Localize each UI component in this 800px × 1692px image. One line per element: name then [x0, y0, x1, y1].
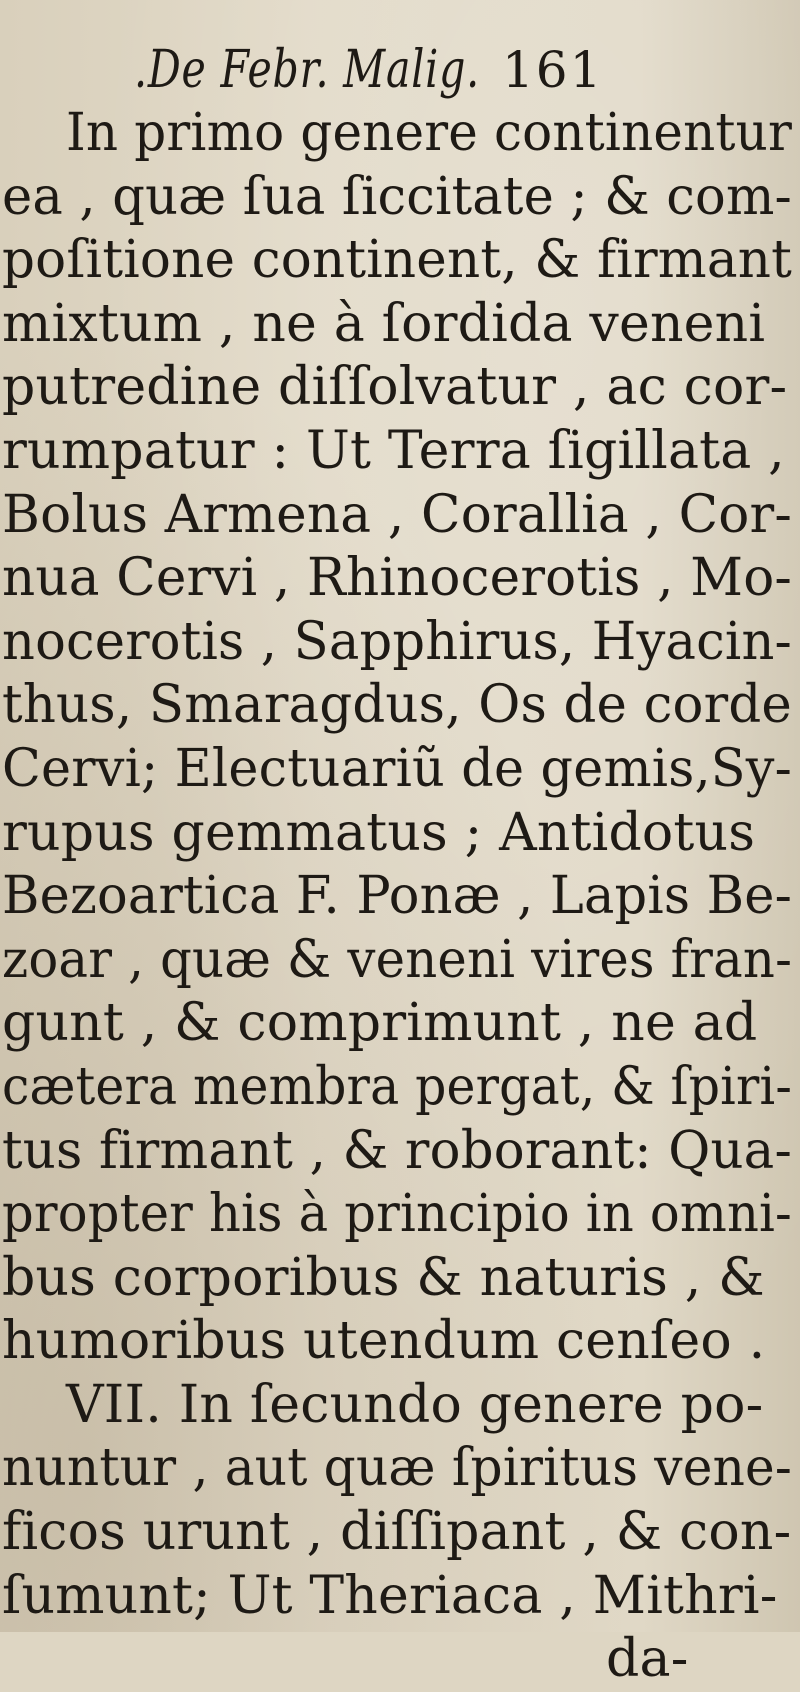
- text-line: Bolus Armena , Corallia , Cor-: [2, 484, 793, 545]
- text-line: ficos urunt , diſſipant , & con-: [2, 1502, 792, 1563]
- text-line: zoar , quæ & veneni vires fran-: [2, 929, 793, 990]
- text-line: VII. In ſecundo genere po-: [66, 1374, 764, 1435]
- body-text: [0, 102, 800, 1692]
- running-title: .De Febr. Malig.: [134, 40, 480, 100]
- text-line: rumpatur : Ut Terra ſigillata ,: [2, 420, 785, 481]
- page-number: 161: [502, 41, 604, 99]
- text-line: Cervi; Electuariũ de gemis,Sy-: [2, 738, 792, 799]
- text-line: propter his à principio in omni-: [2, 1184, 792, 1245]
- text-line: bus corporibus & naturis , &: [2, 1247, 765, 1308]
- text-line: In primo genere continentur: [66, 103, 793, 163]
- text-line: ea , quæ ſua ſiccitate ; & com-: [2, 166, 792, 227]
- catchword: da-: [606, 1629, 689, 1690]
- text-line: nocerotis , Sapphirus, Hyacin-: [2, 611, 792, 672]
- text-line: Bezoartica F. Ponæ , Lapis Be-: [2, 866, 793, 927]
- text-line: gunt , & comprimunt , ne ad: [2, 993, 758, 1054]
- text-line: tus firmant , & roborant: Qua-: [2, 1120, 792, 1181]
- text-line: putredine diſſolvatur , ac cor-: [2, 357, 788, 418]
- text-line: ſumunt; Ut Theriaca , Mithri-: [2, 1565, 778, 1626]
- text-line: nua Cervi , Rhinocerotis , Mo-: [2, 548, 793, 609]
- page-header: [0, 40, 800, 100]
- text-line: thus, Smaragdus, Os de corde: [2, 675, 792, 736]
- text-line: nuntur , aut quæ ſpiritus vene-: [2, 1438, 793, 1499]
- text-line: cætera membra pergat, & ſpiri-: [2, 1056, 793, 1117]
- text-line: rupus gemmatus ; Antidotus: [2, 802, 756, 863]
- text-line: mixtum , ne à ſordida veneni: [2, 293, 766, 354]
- text-line: poſitione continent, & firmant: [2, 230, 793, 291]
- text-line: humoribus utendum cenſeo .: [2, 1311, 766, 1372]
